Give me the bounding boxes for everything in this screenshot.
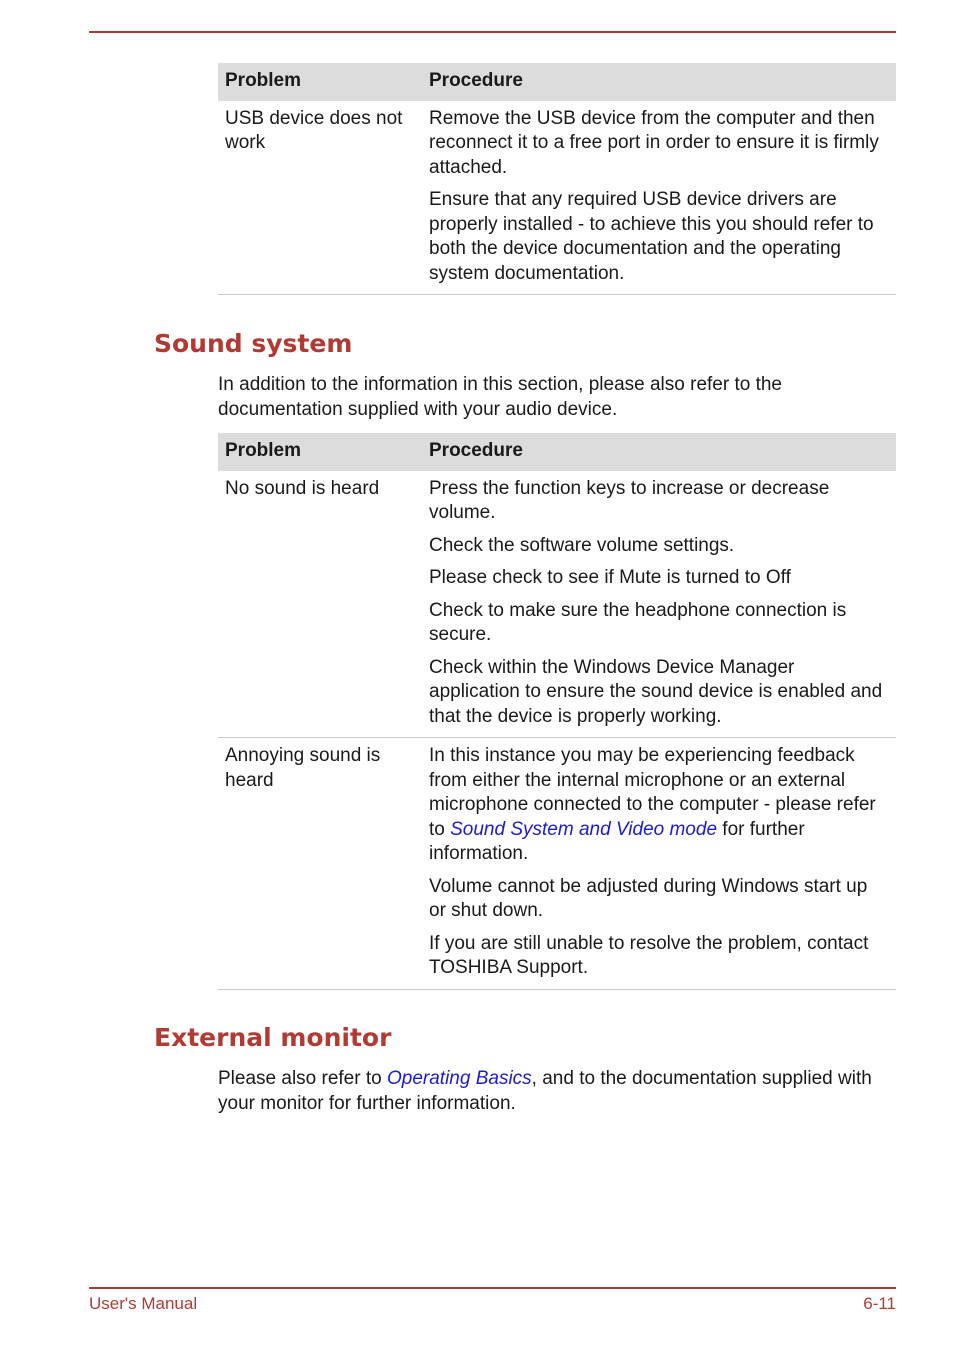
procedure-cell [422,738,896,990]
procedure-cell [422,471,896,738]
sound-troubleshooting-table [218,433,896,990]
table-row [218,101,896,295]
usb-troubleshooting-table [218,63,896,295]
problem-column-header: Problem [218,433,422,471]
procedure-step: Ensure that any required USB device drivers are properly installed - to achieve this you should refer to both the device documentation and the operating system documentation. [429,189,874,284]
table-header-row [218,433,896,471]
procedure-step: Check the software volume settings. [429,534,735,556]
footer-manual-title: User's Manual [89,1294,198,1313]
problem-cell: USB device does not work [218,101,422,295]
sound-system-heading: Sound system [154,329,353,358]
procedure-cell [422,101,896,295]
procedure-text: for further information. [429,818,805,864]
intro-text: , and to the documentation supplied with your monitor for further information. [218,1068,872,1114]
procedure-text: In this instance you may be experiencing feedback from either the internal microphone or an external microphone connected to the computer - please refer to [429,745,876,840]
procedure-step: Press the function keys to increase or decrease volume. [429,477,830,523]
header-rule [89,31,896,33]
footer-page-number: 6-11 [863,1294,896,1313]
table-header-row [218,63,896,101]
external-monitor-heading: External monitor [154,1023,392,1052]
procedure-column-header: Procedure [422,63,896,101]
procedure-step: Remove the USB device from the computer and then reconnect it to a free port in order to ensure it is firmly attached. [429,107,879,178]
problem-cell: Annoying sound is heard [218,738,422,990]
procedure-step: If you are still unable to resolve the problem, contact TOSHIBA Support. [429,932,869,978]
procedure-step: Check to make sure the headphone connection is secure. [429,599,847,645]
footer-rule [89,1287,896,1289]
intro-text: Please also refer to [218,1068,387,1089]
external-monitor-intro [218,1067,896,1116]
procedure-step: Volume cannot be adjusted during Windows start up or shut down. [429,875,868,921]
procedure-column-header: Procedure [422,433,896,471]
problem-cell: No sound is heard [218,471,422,738]
problem-column-header: Problem [218,63,422,101]
table-row [218,471,896,738]
table-row [218,738,896,990]
operating-basics-link[interactable]: Operating Basics [386,1068,532,1089]
procedure-step-with-link [429,744,889,867]
sound-system-video-mode-link[interactable]: Sound System and Video mode [450,818,718,840]
procedure-step: Please check to see if Mute is turned to Off [429,567,791,588]
procedure-step: Check within the Windows Device Manager application to ensure the sound device is enabled and that the device is properly working. [429,656,883,727]
sound-system-intro: In addition to the information in this section, please also refer to the documentation supplied with your audio device. [218,374,782,420]
